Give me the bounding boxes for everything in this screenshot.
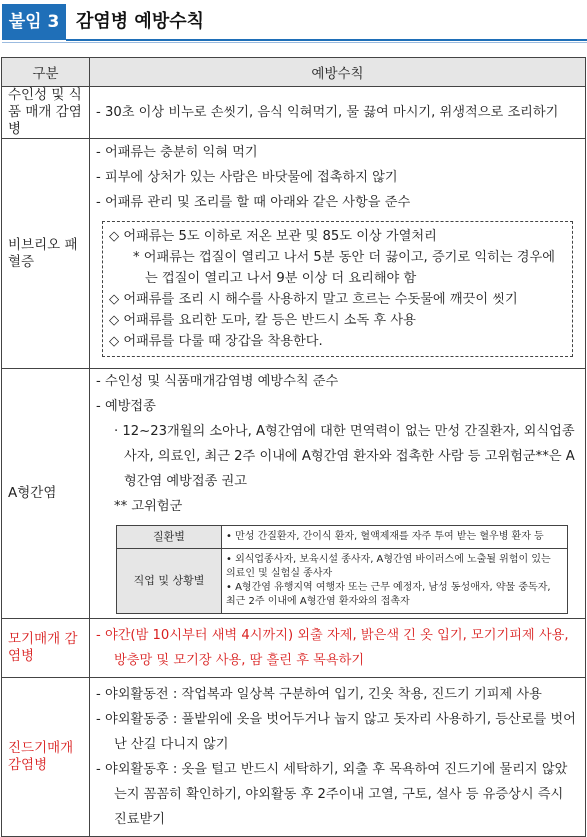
appendix-badge: 붙임 3 xyxy=(2,4,66,40)
table-header-row xyxy=(2,58,586,87)
rules-tick xyxy=(90,678,586,837)
high-risk-label: ** 고위험군 xyxy=(114,499,183,514)
list-item: - 수인성 및 식품매개감염병 예방수칙 준수 xyxy=(96,374,339,389)
vaccination-detail: · 12~23개월의 소아나, A형간염에 대한 면역력이 없는 만성 간질환자, 외식업종사자, 의료인, 최근 2주 이내에 A형간염 환자와 접촉한 사람 등 고위험군**은 A형간염 예방접종 권고 xyxy=(114,424,575,489)
high-risk-table xyxy=(116,525,568,614)
rules-vibrio xyxy=(90,139,586,369)
list-item: - 야외활동후 : 옷을 털고 반드시 세탁하기, 외출 후 목욕하여 진드기에 물리지 않았는지 꼼꼼히 확인하기, 야외활동 후 2주이내 고열, 구토, 설사 등 유증상시 즉시 진료받기 xyxy=(96,762,568,827)
list-item: - 야외활동전 : 작업복과 일상복 구분하여 입기, 긴옷 착용, 진드기 기피제 사용 xyxy=(96,687,542,702)
table-row xyxy=(2,369,586,619)
document-header xyxy=(0,0,587,44)
category-waterborne: 수인성 및 식품 매개 감염병 xyxy=(2,87,90,139)
list-item: - 예방접종 xyxy=(96,399,156,414)
table-row xyxy=(2,87,586,139)
job-cell xyxy=(222,549,568,614)
box-item: ◇ 어패류를 요리한 도마, 칼 등은 반드시 소독 후 사용 xyxy=(109,313,416,328)
header-category: 구분 xyxy=(2,58,90,87)
box-item: ◇ 어패류를 다룰 때 장갑을 착용한다. xyxy=(109,334,323,349)
list-item: - 야외활동중 : 풀밭위에 옷을 벗어두거나 눕지 않고 돗자리 사용하기, 등산로를 벗어난 산길 다니지 않기 xyxy=(96,712,576,752)
list-item: - 피부에 상처가 있는 사람은 바닷물에 접촉하지 않기 xyxy=(96,170,398,185)
job-text: • 외식업종사자, 보육시설 종사자, A형간염 바이러스에 노출될 위험이 있는 의료인 및 실험실 종사자 xyxy=(226,554,551,579)
table-row xyxy=(117,549,568,614)
rules-waterborne xyxy=(90,87,586,139)
job-text: • A형간염 유행지역 여행자 또는 근무 예정자, 남성 동성애자, 약물 중독자, 최근 2주 이내에 A형간염 환자와의 접촉자 xyxy=(226,582,551,607)
list-item: - 어패류는 충분히 익혀 먹기 xyxy=(96,145,258,160)
job-label: 직업 및 상황별 xyxy=(117,549,222,614)
disease-text: • 만성 간질환자, 간이식 환자, 혈액제재를 자주 투여 받는 혈우병 환자 등 xyxy=(222,526,568,549)
prevention-table xyxy=(1,57,586,837)
header-rule xyxy=(66,39,587,41)
table-row xyxy=(2,619,586,678)
header-rules: 예방수칙 xyxy=(90,58,586,87)
category-tick: 진드기매개 감염병 xyxy=(2,678,90,837)
table-row xyxy=(2,139,586,369)
category-mosquito: 모기매개 감염병 xyxy=(2,619,90,678)
category-hepatitis-a: A형간염 xyxy=(2,369,90,619)
dashed-guideline-box xyxy=(102,221,573,357)
box-note: * 어패류는 껍질이 열리고 나서 5분 동안 더 끓이고, 증기로 익히는 경우에는 껍질이 열리고 나서 9분 이상 더 요리해야 함 xyxy=(133,250,555,286)
rules-mosquito xyxy=(90,619,586,678)
box-item: ◇ 어패류를 조리 시 해수를 사용하지 말고 흐르는 수돗물에 깨끗이 씻기 xyxy=(109,292,518,307)
rules-hepatitis-a xyxy=(90,369,586,619)
box-item: ◇ 어패류는 5도 이하로 저온 보관 및 85도 이상 가열처리 xyxy=(109,229,437,244)
list-item: - 어패류 관리 및 조리를 할 때 아래와 같은 사항을 준수 xyxy=(96,195,411,210)
list-item: - 야간(밤 10시부터 새벽 4시까지) 외출 자제, 밝은색 긴 옷 입기, 모기기피제 사용, 방충망 및 모기장 사용, 땀 흘린 후 목욕하기 xyxy=(96,628,569,668)
header-rule-thin xyxy=(2,42,587,43)
document-title: 감염병 예방수칙 xyxy=(76,11,204,32)
table-row xyxy=(2,678,586,837)
disease-label: 질환별 xyxy=(117,526,222,549)
list-item: - 30초 이상 비누로 손씻기, 음식 익혀먹기, 물 끓여 마시기, 위생적으로 조리하기 xyxy=(96,105,559,120)
table-row xyxy=(117,526,568,549)
category-vibrio: 비브리오 패혈증 xyxy=(2,139,90,369)
